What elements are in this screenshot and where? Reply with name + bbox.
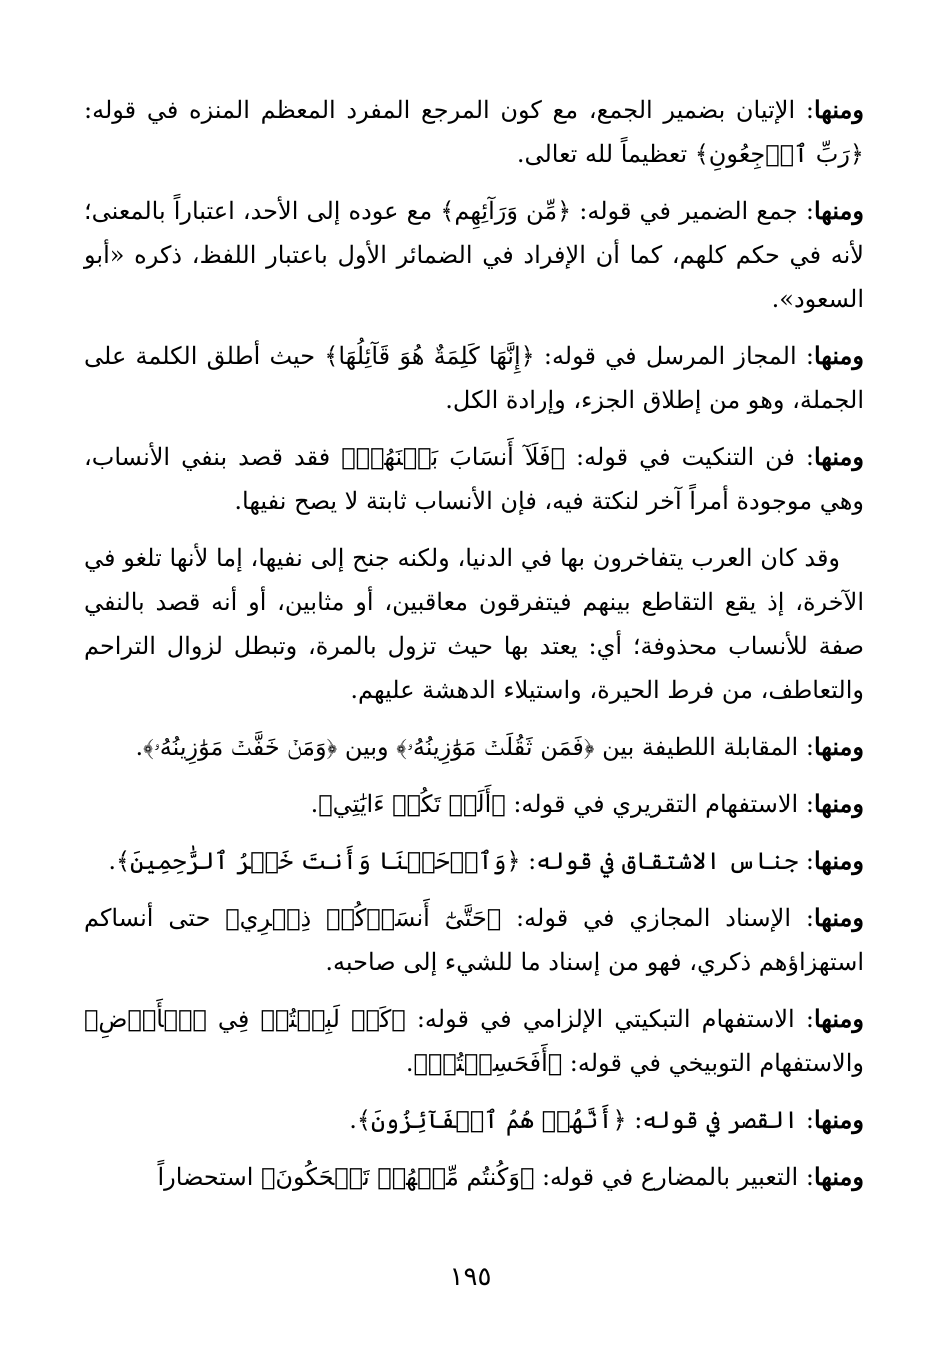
paragraph-text: : الإتيان بضمير الجمع، مع كون المرجع المفرد المعظم المنزه في قوله: ﴿رَبِّ ٱرۡجِعُونِ﴾ تعظيماً لله تعالى. — [84, 96, 864, 168]
paragraph-plural-pronoun-glorification — [84, 88, 864, 176]
paragraph-plural-pronoun-meaning — [84, 189, 864, 321]
paragraph-lead: ومنها — [813, 1004, 864, 1033]
paragraph-mudari — [84, 1155, 864, 1199]
paragraph-jinas-ishtiqaq — [84, 839, 864, 883]
paragraph-arab-lineage — [84, 536, 864, 712]
paragraph-text: : الإسناد المجازي في قوله: ﴿حَتَّىٰٓ أَنسَوۡكُمۡ ذِكۡرِي﴾ حتى أنساكم استهزاؤهم ذكري، فهو من إسناد ما للشيء إلى صاحبه. — [84, 904, 864, 976]
page-body — [84, 88, 864, 1212]
paragraph-majaz-mursal — [84, 334, 864, 422]
paragraph-text: : الاستفهام التبكيتي الإلزامي في قوله: ﴿كَمۡ لَبِثۡتُمۡ فِي ٱلۡأَرۡضِ﴾ والاستفهام التوبيخي في قوله: ﴿أَفَحَسِبۡتُمۡ﴾. — [84, 1005, 864, 1077]
paragraph-lead: ومنها — [813, 442, 864, 471]
paragraph-lead: ومنها — [813, 341, 864, 370]
paragraph-muqabala — [84, 725, 864, 769]
paragraph-tankeet — [84, 435, 864, 523]
paragraph-text: : المجاز المرسل في قوله: ﴿إِنَّهَا كَلِمَةٌ هُوَ قَآئِلُهَا﴾ حيث أطلق الكلمة على الجملة، وهو من إطلاق الجزء، وإرادة الكل. — [84, 342, 864, 414]
paragraph-lead: ومنها — [813, 95, 864, 124]
paragraph-text: : جناس الاشتقاق في قوله: ﴿وَٱرۡحَمۡنَا وَأَنتَ خَيۡرُ ٱلرَّٰحِمِينَ﴾. — [108, 847, 814, 875]
paragraph-lead: ومنها — [813, 1162, 864, 1191]
paragraph-lead: ومنها — [813, 1105, 864, 1134]
paragraph-text: : التعبير بالمضارع في قوله: ﴿وَكُنتُم مِّنۡهُمۡ تَضۡحَكُونَ﴾ استحضاراً — [157, 1163, 814, 1191]
paragraph-istifham-tabkiti — [84, 997, 864, 1085]
paragraph-text: : المقابلة اللطيفة بين ﴿فَمَن ثَقُلَتۡ مَوَٰزِينُهُۥ﴾ وبين ﴿وَمَنۡ خَفَّتۡ مَوَٰزِينُهُۥ﴾. — [135, 733, 814, 761]
paragraph-text: : القصر في قوله: ﴿أَنَّهُمۡ هُمُ ٱلۡفَآئِزُونَ﴾. — [349, 1106, 814, 1134]
paragraph-text: : الاستفهام التقريري في قوله: ﴿أَلَمۡ تَكُنۡ ءَايَٰتِي﴾. — [310, 790, 814, 818]
paragraph-text: : فن التنكيت في قوله: ﴿فَلَآ أَنسَابَ بَيۡنَهُمۡ﴾ فقد قصد بنفي الأنساب، وهي موجودة أمراً آخر لنكتة فيه، فإن الأنساب ثابتة لا يصح نفيها. — [84, 443, 864, 515]
paragraph-lead: ومنها — [813, 789, 864, 818]
paragraph-lead: ومنها — [813, 846, 864, 875]
paragraph-text: وقد كان العرب يتفاخرون بها في الدنيا، ولكنه جنح إلى نفيها، إما لأنها تلغو في الآخرة، إذ يقع التقاطع بينهم فيتفرقون معاقبين، أو مثابين، أو أنه قصد بالنفي صفة للأنساب محذوفة؛ أي: يعتد بها حيث تزول بالمرة، وتبطل لزوال التراحم والتعاطف، من فرط الحيرة، واستيلاء الدهشة عليهم. — [84, 544, 864, 704]
paragraph-lead: ومنها — [813, 732, 864, 761]
paragraph-isnad-majazi — [84, 896, 864, 984]
paragraph-qasr — [84, 1098, 864, 1142]
page-number: ١٩٥ — [449, 1262, 492, 1292]
paragraph-text: : جمع الضمير في قوله: ﴿مِّن وَرَآئِهِم﴾ مع عوده إلى الأحد، اعتباراً بالمعنى؛ لأنه في حكم كلهم، كما أن الإفراد في الضمائر الأول باعتبار اللفظ، ذكره «أبو السعود». — [84, 197, 864, 313]
paragraph-istifham-taqriri — [84, 782, 864, 826]
paragraph-lead: ومنها — [813, 196, 864, 225]
paragraph-lead: ومنها — [813, 903, 864, 932]
